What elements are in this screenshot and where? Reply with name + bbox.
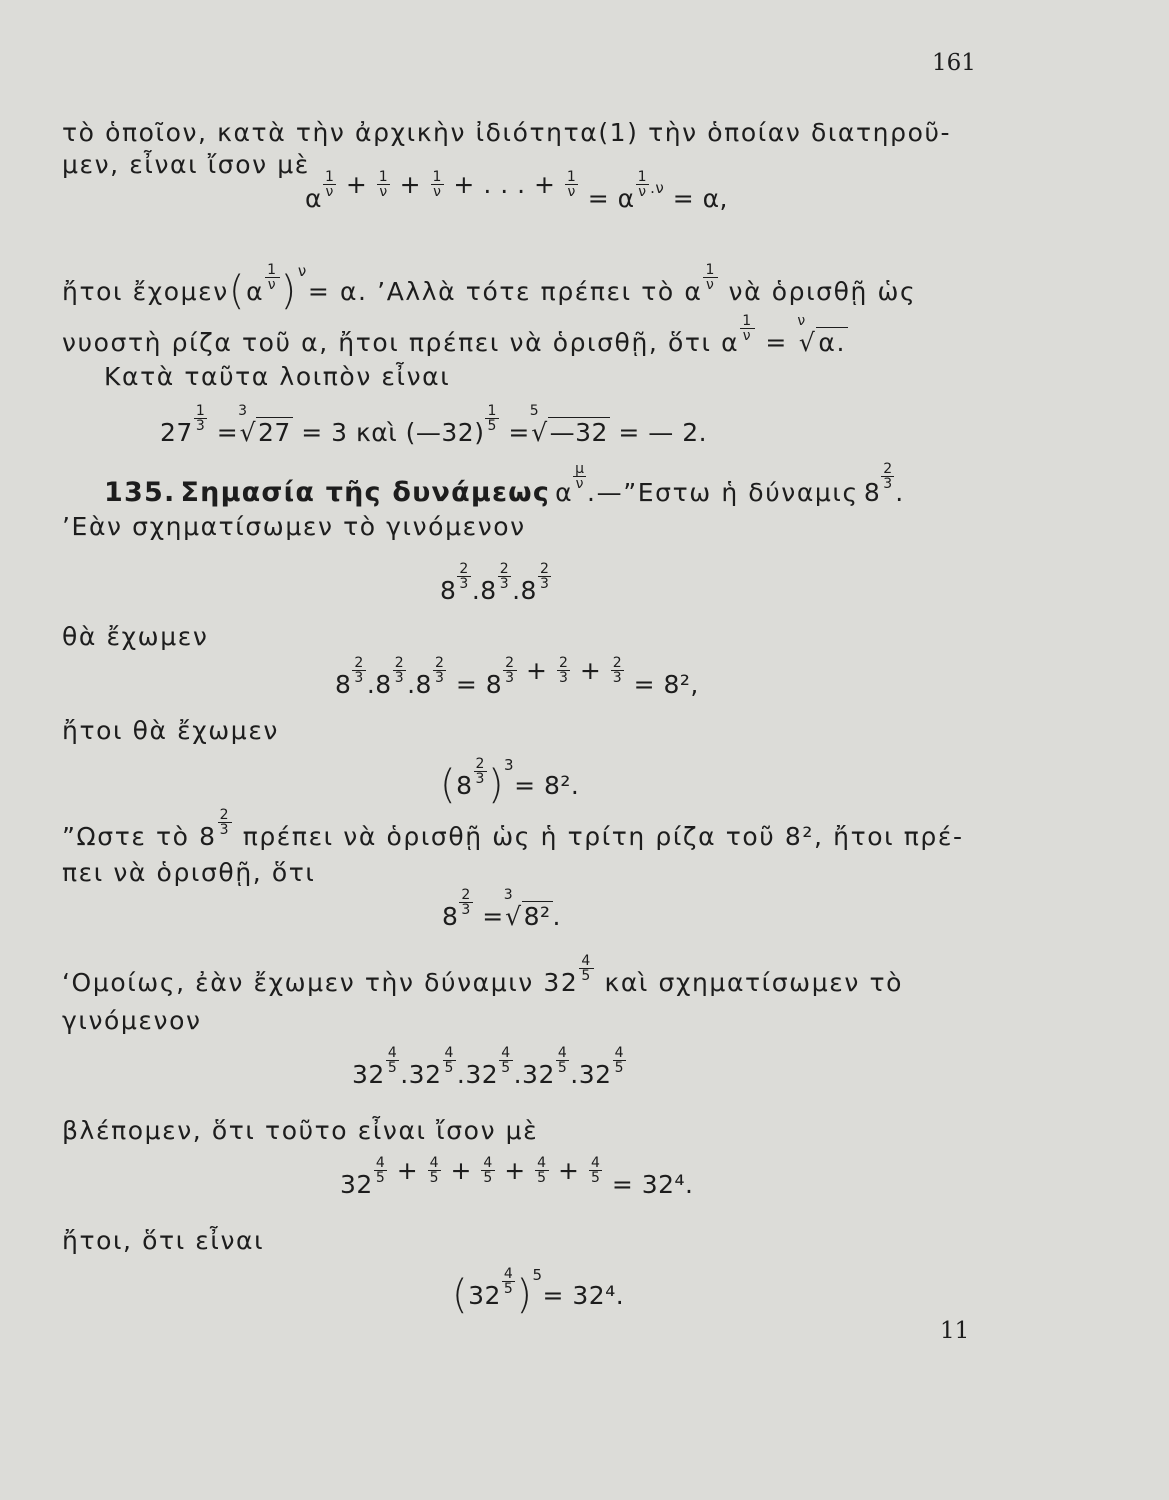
section-heading: 135. Σημασία τῆς δυνάμεως α $\frac{\mu}{\nu}$ .—”Εστω ἡ δύναμις 8 $\frac{2}{3}$ .	[104, 461, 904, 508]
text-line-18: ‘Ομοίως, ἐὰν ἔχωμεν τὴν δύναμιν 32 $\frac{4}{5}$ καὶ σχηματίσωμεν τὸ	[62, 953, 903, 997]
text-line-23: ἤτοι, ὅτι εἶναι	[62, 1226, 265, 1255]
footer-number: 11	[940, 1318, 970, 1344]
equation-fifth-32: (32 $\frac{4}{5}$ )$^5$= 32⁴.	[452, 1266, 625, 1318]
equation-sum-of-exponents: α $\frac{1}{\nu}$ + $\frac{1}{\nu}$ + $\frac{1}{\nu}$ + . . . + $\frac{1}{\nu}$ = α $\frac{1}{\nu}$ .ν = α,	[305, 169, 729, 213]
text-line-2: μεν, εἶναι ἴσον μὲ	[62, 150, 310, 179]
text-line-1: τὸ ὁποῖον, κατὰ τὴν ἀρχικὴν ἰδιότητα(1) τὴν ὁποίαν διατηροῦ-	[62, 118, 952, 147]
equation-product-32: 32 $\frac{4}{5}$ .32 $\frac{4}{5}$ .32 $\frac{4}{5}$ .32 $\frac{4}{5}$ .32 $\frac{4}{5}$	[352, 1045, 624, 1089]
text-line-16: πει νὰ ὁρισθῇ, ὅτι	[62, 858, 316, 887]
equation-product-8: 8 $\frac{2}{3}$ .8 $\frac{2}{3}$ .8 $\frac{2}{3}$	[440, 561, 550, 605]
page-number: 161	[932, 50, 976, 76]
text-line-11: θὰ ἔχωμεν	[62, 622, 209, 651]
text-line-19: γινόμενον	[62, 1006, 202, 1035]
text-line-5: νυοστὴ ρίζα τοῦ α, ἤτοι πρέπει νὰ ὁρισθῇ, ὅτι α $\frac{1}{\nu}$ = $^\nu$√α.	[62, 313, 847, 357]
equation-sum-32: 32 $\frac{4}{5}$ + $\frac{4}{5}$ + $\frac{4}{5}$ + $\frac{4}{5}$ + $\frac{4}{5}$ = 32⁴.	[340, 1155, 694, 1199]
text-line-6: Κατὰ ταῦτα λοιπὸν εἶναι	[104, 362, 451, 391]
text-line-13: ἤτοι θὰ ἔχωμεν	[62, 716, 279, 745]
equation-sum-8: 8 $\frac{2}{3}$ .8 $\frac{2}{3}$ .8 $\frac{2}{3}$ = 8 $\frac{2}{3}$ + $\frac{2}{3}$ + $\frac{2}{3}$ = 8²,	[335, 655, 699, 699]
equation-cube-8: (8 $\frac{2}{3}$ )$^3$= 8².	[440, 756, 580, 808]
text-line-21: βλέπομεν, ὅτι τοῦτο εἶναι ἴσον μὲ	[62, 1116, 539, 1145]
text-line-15: ”Ωστε τὸ 8 $\frac{2}{3}$ πρέπει νὰ ὁρισθῇ ὡς ἡ τρίτη ρίζα τοῦ 8², ἤτοι πρέ-	[62, 807, 964, 851]
equation-cube-roots: 27 $\frac{1}{3}$ =$^3$√27 = 3 καὶ (—32) $\frac{1}{5}$ =$^5$√—32 = — 2.	[160, 403, 708, 447]
equation-root-8: 8 $\frac{2}{3}$ =$^3$√8².	[442, 887, 561, 931]
text-line-4: ἤτοι ἔχομεν(α $\frac{1}{\nu}$ )$^\nu$= α. ’Αλλὰ τότε πρέπει τὸ α $\frac{1}{\nu}$ νὰ ὁρισθῇ ὡς	[62, 262, 917, 314]
text-line-9: ’Εὰν σχηματίσωμεν τὸ γινόμενον	[62, 512, 526, 541]
